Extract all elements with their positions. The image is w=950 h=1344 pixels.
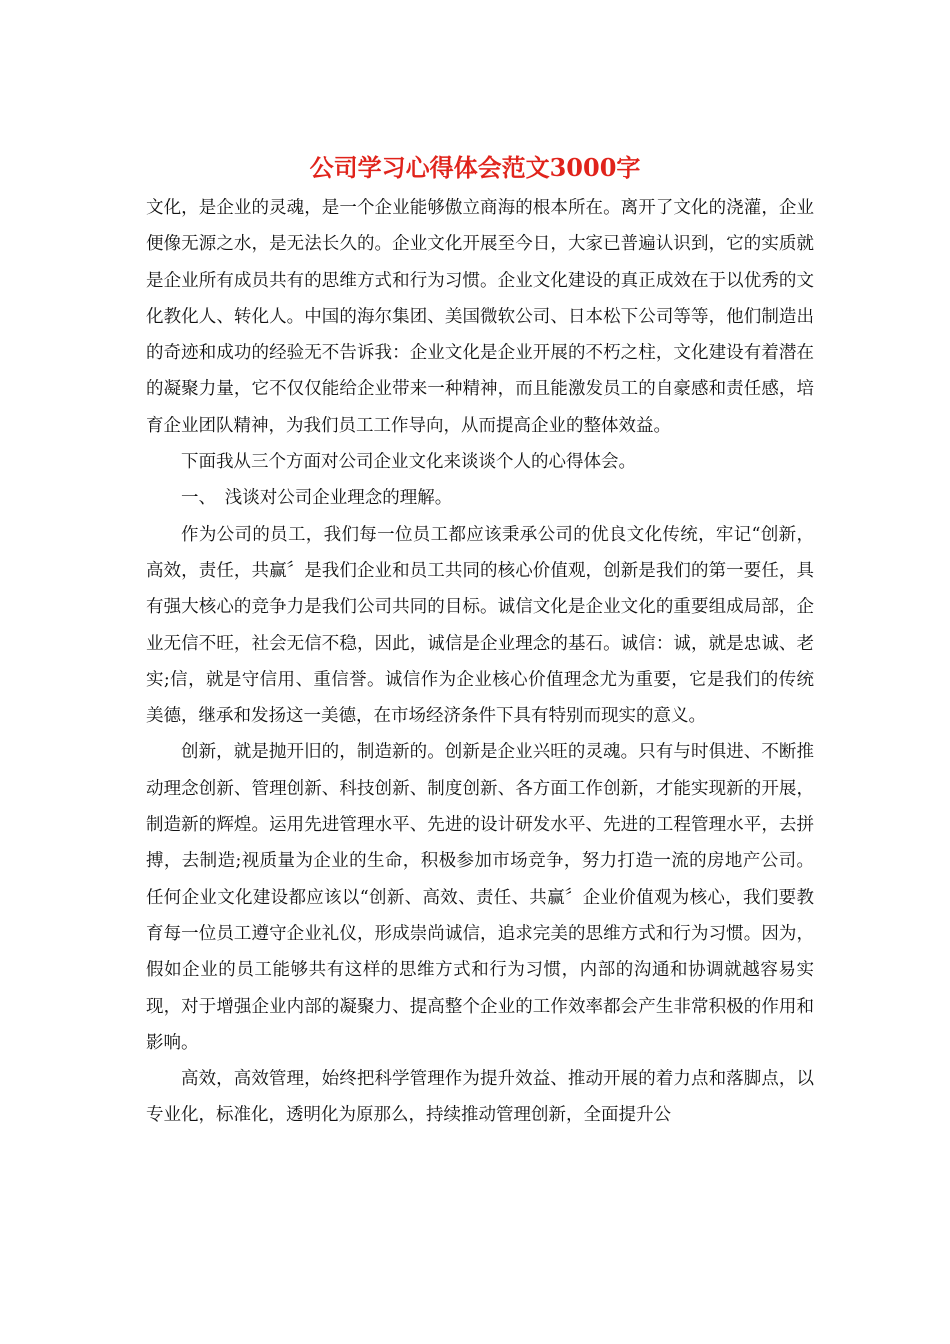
paragraph: 文化，是企业的灵魂，是一个企业能够傲立商海的根本所在。离开了文化的浇灌，企业便像无源之水，是无法长久的。企业文化开展至今日，大家已普遍认识到，它的实质就是企业所有成员共有的思维方式和行为习惯。企业文化建设的真正成效在于以优秀的文化教化人、转化人。中国的海尔集团、美国微软公司、日本松下公司等等，他们制造出的奇迹和成功的经验无不告诉我：企业文化是企业开展的不朽之柱，文化建设有着潜在的凝聚力量，它不仅仅能给企业带来一种精神，而且能激发员工的自豪感和责任感，培育企业团队精神，为我们员工工作导向，从而提高企业的整体效益。 [146, 198, 814, 436]
document-title: 公司学习心得体会范文3000字 [309, 153, 641, 182]
section-heading: 一、 浅谈对公司企业理念的理解。 [181, 488, 453, 509]
paragraph: 下面我从三个方面对公司企业文化来谈谈个人的心得体会。 [181, 452, 636, 473]
paragraph: 创新，就是抛开旧的，制造新的。创新是企业兴旺的灵魂。只有与时俱进、不断推动理念创新、管理创新、科技创新、制度创新、各方面工作创新，才能实现新的开展，制造新的辉煌。运用先进管理水平、先进的设计研发水平、先进的工程管理水平，去拼搏，去制造;视质量为企业的生命，积极参加市场竞争，努力打造一流的房地产公司。任何企业文化建设都应该以“创新、高效、责任、共赢〞企业价值观为核心，我们要教育每一位员工遵守企业礼仪，形成崇尚诚信，追求完美的思维方式和行为习惯。因为，假如企业的员工能够共有这样的思维方式和行为习惯，内部的沟通和协调就越容易实现，对于增强企业内部的凝聚力、提高整个企业的工作效率都会产生非常积极的作用和影响。 [146, 742, 814, 1053]
paragraph: 作为公司的员工，我们每一位员工都应该秉承公司的优良文化传统，牢记“创新，高效，责任，共赢〞是我们企业和员工共同的核心价值观，创新是我们的第一要任，具有强大核心的竞争力是我们公司共同的目标。诚信文化是企业文化的重要组成局部，企业无信不旺，社会无信不稳，因此，诚信是企业理念的基石。诚信：诚，就是忠诚、老实;信，就是守信用、重信誉。诚信作为企业核心价值理念尤为重要，它是我们的传统美德，继承和发扬这一美德，在市场经济条件下具有特别而现实的意义。 [146, 524, 814, 727]
paragraph: 高效，高效管理，始终把科学管理作为提升效益、推动开展的着力点和落脚点，以专业化，标准化，透明化为原那么，持续推动管理创新，全面提升公 [146, 1069, 814, 1126]
document-body [146, 190, 814, 1134]
